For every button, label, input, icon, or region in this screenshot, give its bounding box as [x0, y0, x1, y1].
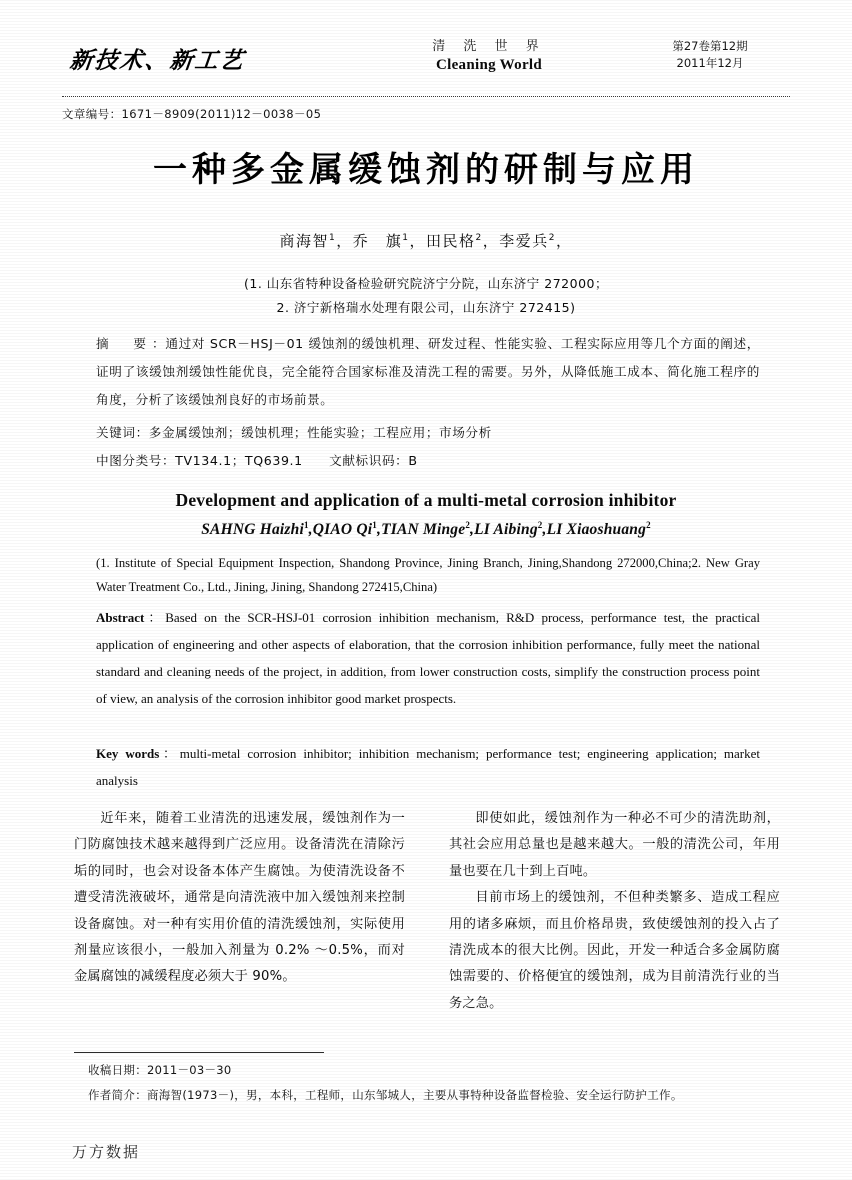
- wanfang-watermark: 万方数据: [72, 1143, 141, 1161]
- author-cn-3: 田民格$^2$: [426, 232, 483, 250]
- paragraph: 目前市场上的缓蚀剂，不但种类繁多、造成工程应用的诸多麻烦，而且价格昂贵，致使缓蚀剂的投入占了清洗成本的很大比例。因此，开发一种适合多金属防腐蚀需要的、价格便宜的缓蚀剂，成为目前清洗行业的当务之急。: [449, 890, 780, 1011]
- affiliation-en: (1. Institute of Special Equipment Inspection, Shandong Province, Jining Branch, Jining,Shandong 272000,China;2. New Gray Water Treatment Co., Ltd., Jining, Jining, Shandong 272415,China): [96, 556, 760, 594]
- masthead-divider: [62, 96, 790, 97]
- author-en-1: SAHNG Haizhi$^1$: [201, 520, 309, 539]
- keywords-en-text: ：multi-metal corrosion inhibitor; inhibition mechanism; performance test; engineering application; market analysis: [96, 746, 760, 788]
- author-cn-1: 商海智$^1$: [279, 232, 337, 250]
- article-number: 文章编号：1671－8909(2011)12－0038－05: [62, 107, 322, 121]
- affiliation-cn-2: 2. 济宁新格瑞水处理有限公司，山东济宁 272415): [276, 300, 576, 315]
- abstract-cn-text: ：通过对 SCR－HSJ－01 缓蚀剂的缓蚀机理、研发过程、性能实验、工程实际应用等几个方面的阐述，证明了该缓蚀剂缓蚀性能优良，完全能符合国家标准及清洗工程的需要。另外，从降低施工成本、简化施工程序的角度，分析了该缓蚀剂良好的市场前景。: [96, 336, 760, 407]
- footnotes: [88, 1058, 788, 1108]
- author-cn-4: 李爱兵$^2$: [499, 232, 557, 250]
- paragraph: 近年来，随着工业清洗的迅速发展，缓蚀剂作为一门防腐蚀技术越来越得到广泛应用。设备清洗在清除污垢的同时，也会对设备本体产生腐蚀。为使清洗设备不遭受清洗液破坏，通常是向清洗液中加入缓蚀剂来控制设备腐蚀。对一种有实用价值的清洗缓蚀剂，实际使用剂量应该很小，一般加入剂量为 0.2% ～0.5%，而对金属腐蚀的减缓程度必须大于 90%。: [74, 811, 405, 985]
- author-cn-2: 乔 旗$^1$: [352, 232, 410, 250]
- issue-date: 2011年12月: [676, 56, 744, 70]
- author-en-3: TIAN Minge$^2$: [381, 520, 471, 539]
- affiliations-cn: [0, 272, 852, 320]
- keywords-en-label: Key words: [96, 746, 160, 761]
- masthead-issue-info: [630, 38, 790, 72]
- body-text: [74, 806, 780, 1046]
- page-title: 一种多金属缓蚀剂的研制与应用: [153, 150, 699, 190]
- abstract-cn-label: 摘 要: [96, 336, 153, 351]
- authors-en: SAHNG Haizhi$^1$,QIAO Qi$^1$,TIAN Minge$^2$,LI Aibing$^2$,LI Xiaoshuang$^2$: [201, 520, 651, 539]
- footnote-divider: [74, 1052, 324, 1053]
- page-masthead: [62, 36, 790, 94]
- abstract-en-label: Abstract: [96, 610, 145, 625]
- affiliation-cn-1: (1. 山东省特种设备检验研究院济宁分院，山东济宁 272000；: [244, 276, 608, 291]
- author-bio: 作者简介：商海智(1973－)，男，本科，工程师，山东邹城人，主要从事特种设备监督检验、安全运行防护工作。: [88, 1088, 683, 1102]
- received-date: 收稿日期：2011－03－30: [88, 1063, 232, 1077]
- journal-title-cn: 清 洗 世 界: [432, 39, 546, 54]
- paragraph: 即使如此，缓蚀剂作为一种必不可少的清洗助剂，其社会应用总量也是越来越大。一般的清洗公司，年用量也要在几十到上百吨。: [449, 811, 780, 879]
- author-en-2: QIAO Qi$^1$: [312, 520, 377, 539]
- clc-number-cn: 中图分类号：TV134.1；TQ639.1 文献标识码：B: [96, 453, 418, 468]
- masthead-journal: [414, 38, 564, 75]
- abstract-en-text: ：Based on the SCR-HSJ-01 corrosion inhibition mechanism, R&D process, performance test, the practical application of engineering and other aspects of elaboration, that the corrosion inhibition performance, fully meet the national standard and cleaning needs of the project, in addition, from lower construction costs, simplify the construction process point of view, an analysis of the corrosion inhibitor good market prospects.: [96, 610, 760, 706]
- keywords-en: [96, 740, 760, 794]
- abstract-cn: [96, 330, 760, 414]
- masthead-section-title: 新技术、新工艺: [68, 48, 247, 74]
- journal-title-en: Cleaning World: [435, 57, 543, 73]
- author-en-4: LI Aibing$^2$: [474, 520, 543, 539]
- author-en-5: LI Xiaoshuang$^2$: [546, 520, 651, 539]
- abstract-en: [96, 604, 760, 712]
- body-column-right: [449, 806, 780, 1046]
- page-title-en: Development and application of a multi-metal corrosion inhibitor: [175, 490, 677, 510]
- body-column-left: [74, 806, 405, 1046]
- volume-issue: 第27卷第12期: [672, 39, 748, 53]
- keywords-cn: 关键词：多金属缓蚀剂；缓蚀机理；性能实验；工程应用；市场分析: [96, 425, 492, 440]
- authors-cn: 商海智$^1$，乔 旗$^1$，田民格$^2$，李爱兵$^2$，: [279, 232, 573, 250]
